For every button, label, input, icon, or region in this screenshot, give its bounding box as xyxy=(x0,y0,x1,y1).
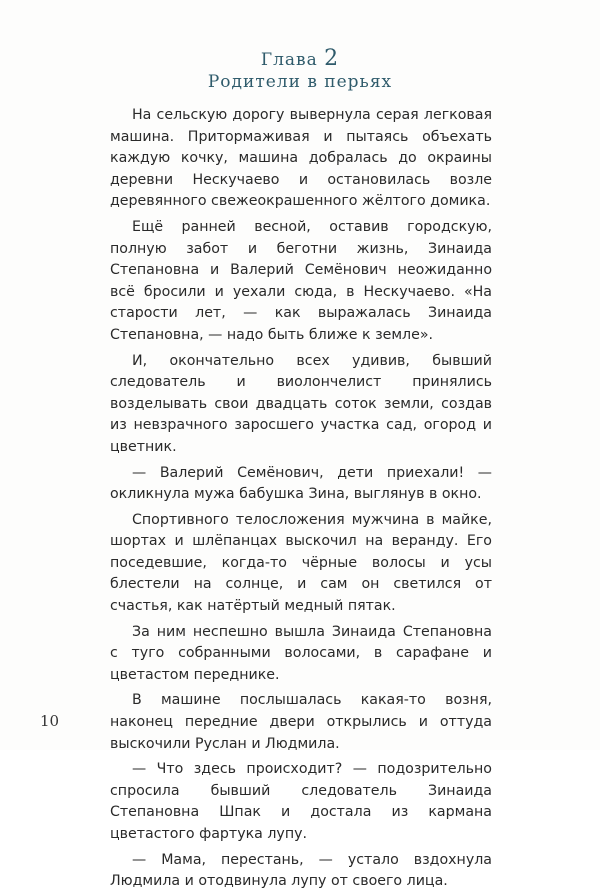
chapter-label: Глава xyxy=(260,50,318,70)
paragraph: — Валерий Семёнович, дети приехали! — окликнула мужа бабушка Зина, выглянув в окно. xyxy=(110,464,492,503)
chapter-number-heading xyxy=(0,46,600,71)
chapter-title: Родители в перьях xyxy=(207,72,393,92)
paragraph: И, окончательно всех удивив, бывший следователь и виолончелист принялись возделывать свои двадцать соток земли, создав из невзрачного заросшего участка сад, огород и цветник. xyxy=(110,352,492,455)
paragraph: В машине послышалась какая-то возня, наконец передние двери открылись и оттуда выскочили Руслан и Людмила. xyxy=(110,692,492,752)
page-number: 10 xyxy=(40,712,60,730)
paragraph: — Что здесь происходит? — подозрительно спросила бывший следователь Зинаида Степановна Шпак и достала из кармана цветастого фартука лупу. xyxy=(110,761,492,842)
paragraph: Спортивного телосложения мужчина в майке, шортах и шлёпанцах выскочил на веранду. Его поседевшие, когда-то чёрные волосы и усы блестели на солнце, и сам он светился от счастья, как натёртый медный пятак. xyxy=(110,511,492,615)
paragraph: На сельскую дорогу вывернула серая легковая машина. Притормаживая и пытаясь объехать каждую кочку, машина добралась до окраины деревни Нескучаево и остановилась возле деревянного свежеокрашенного жёлтого домика. xyxy=(110,107,492,210)
chapter-body-text xyxy=(110,105,492,893)
paragraph: Ещё ранней весной, оставив городскую, полную забот и беготни жизнь, Зинаида Степановна и Валерий Семёнович неожиданно всё бросили и уехали сюда, в Нескучаево. «На старости лет, — как выражалась Зинаида Степановна, — надо быть ближе к земле». xyxy=(110,218,492,343)
chapter-number: 2 xyxy=(324,46,340,71)
paragraph: — Мама, перестань, — устало вздохнула Людмила и отодвинула лупу от своего лица. xyxy=(110,851,492,890)
paragraph: За ним неспешно вышла Зинаида Степановна с туго собранными волосами, в сарафане и цветастом переднике. xyxy=(110,623,492,683)
